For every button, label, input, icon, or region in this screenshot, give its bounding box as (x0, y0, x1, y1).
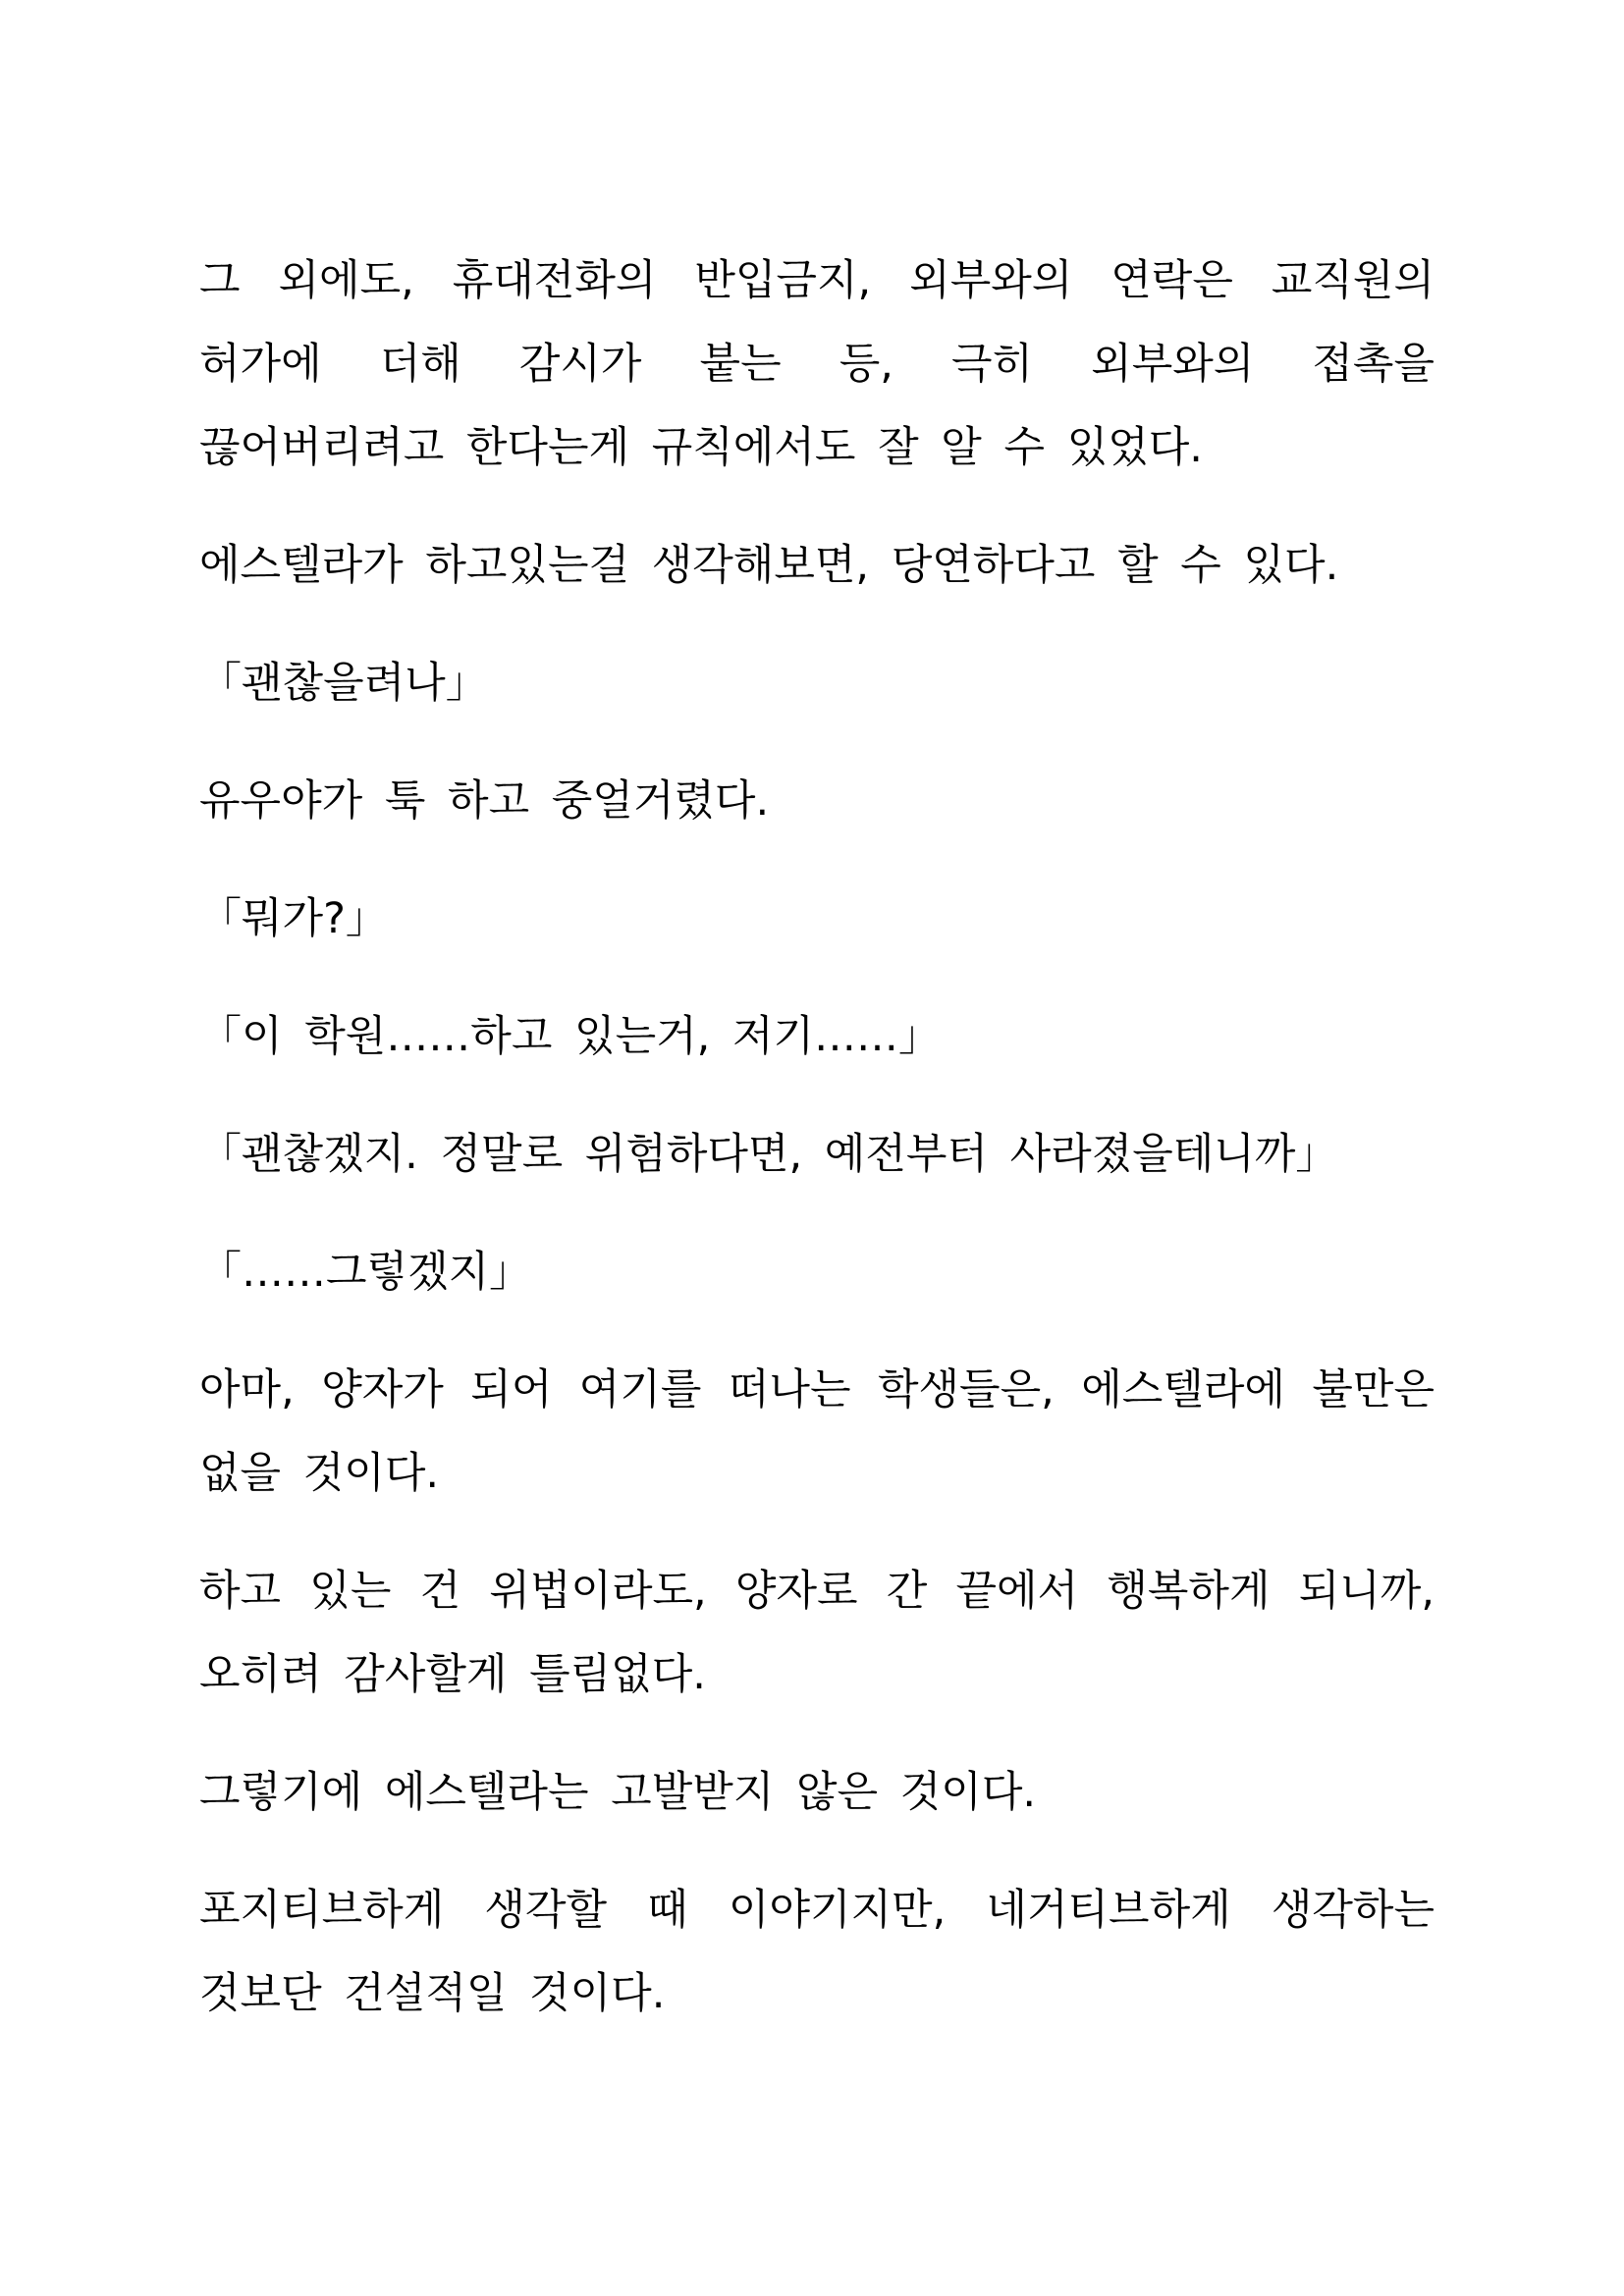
paragraph-12: 포지티브하게 생각할 때 이야기지만, 네거티브하게 생각하는 것보단 건설적일 것이다. (199, 1886, 1435, 2018)
paragraph-9: 아마, 양자가 되어 여기를 떠나는 학생들은, 에스텔라에 불만은 없을 것이다. (199, 1365, 1435, 1498)
paragraph-6: 「이 학원……하고 있는거, 저기……」 (199, 1012, 942, 1061)
paragraph-4: 유우야가 툭 하고 중얼거렸다. (199, 776, 770, 826)
paragraph-8: 「……그렇겠지」 (199, 1248, 532, 1297)
paragraph-7: 「괜찮겠지. 정말로 위험하다면, 예전부터 사라졌을테니까」 (199, 1130, 1338, 1179)
paragraph-11: 그렇기에 에스텔라는 고발받지 않은 것이다. (199, 1768, 1037, 1817)
paragraph-2: 에스텔라가 하고있는걸 생각해보면, 당연하다고 할 수 있다. (199, 541, 1339, 590)
paragraph-3: 「괜찮을려나」 (199, 659, 488, 708)
paragraph-5: 「뭐가?」 (199, 894, 388, 943)
document-body (199, 240, 1435, 2070)
paragraph-1: 그 외에도, 휴대전화의 반입금지, 외부와의 연락은 교직원의 허가에 더해 감시가 붙는 등, 극히 외부와의 접촉을 끊어버리려고 한다는게 규칙에서도 잘 알 수 있었다. (199, 256, 1435, 472)
paragraph-10: 하고 있는 건 위법이라도, 양자로 간 끝에서 행복하게 되니까, 오히려 감사할게 틀림없다. (199, 1567, 1435, 1699)
